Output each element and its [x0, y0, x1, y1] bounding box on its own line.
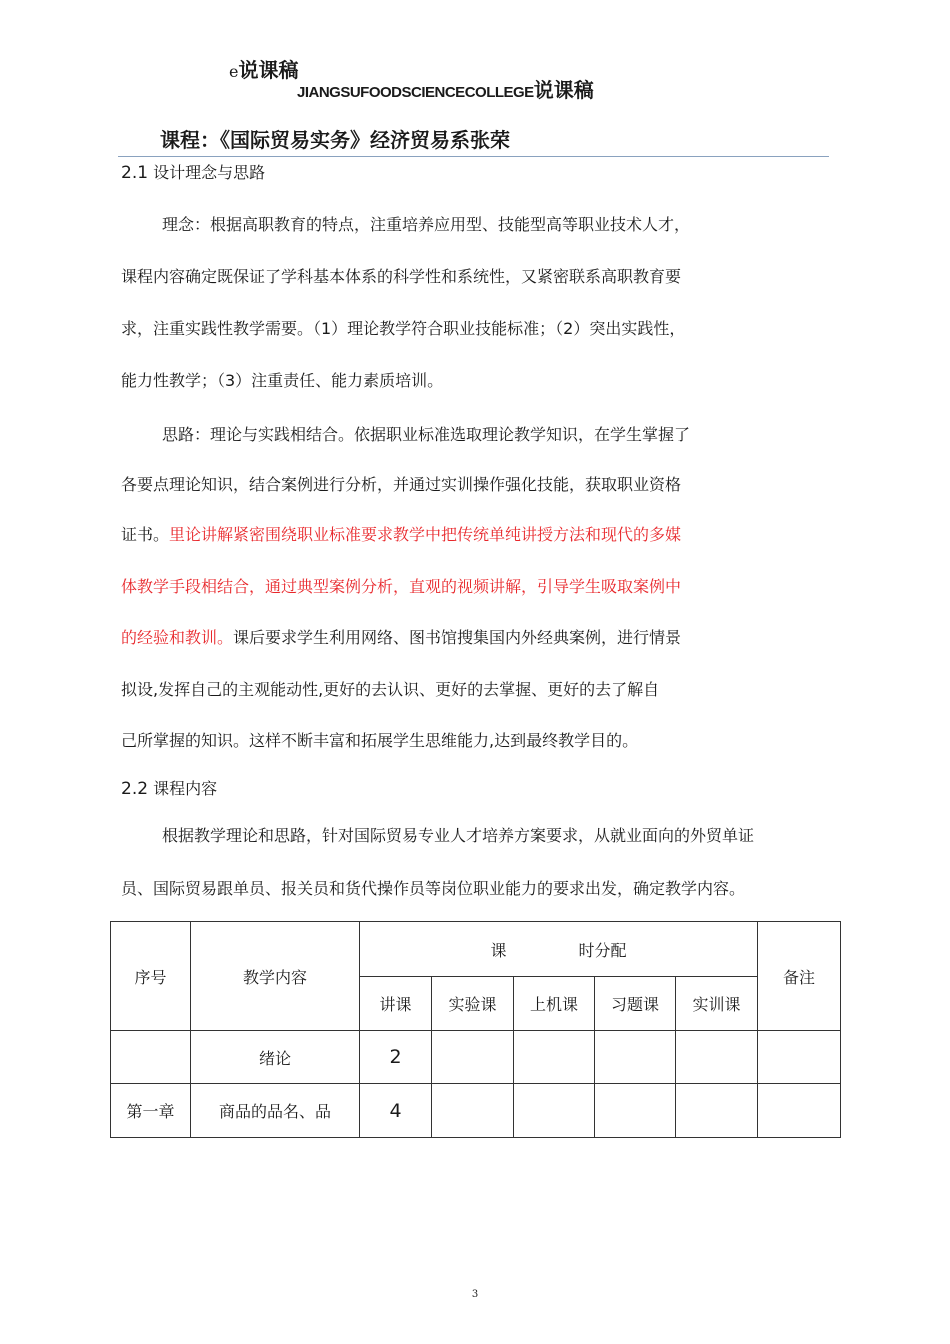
paragraph-line: 根据教学理论和思路，针对国际贸易专业人才培养方案要求，从就业面向的外贸单证 — [162, 826, 755, 845]
cell-seq: 第一章 — [111, 1084, 191, 1138]
cell-empty — [432, 1084, 514, 1138]
cell-empty — [676, 1031, 758, 1084]
section-number: 2.1 — [121, 163, 149, 183]
subheader-cell: 讲课 — [360, 977, 432, 1031]
subheader-cell: 实验课 — [432, 977, 514, 1031]
cell-lecture: 4 — [360, 1084, 432, 1138]
paragraph-line: 能力性教学；（3）注重责任、能力素质培训。 — [121, 371, 444, 390]
header-cell-note: 备注 — [758, 922, 841, 1031]
header-title-2: 说课稿 — [533, 78, 594, 102]
table-header-row — [111, 922, 841, 977]
header-line-1 — [229, 54, 298, 83]
cell-empty — [676, 1084, 758, 1138]
paragraph-line: 员、国际贸易跟单员、报关员和货代操作员等岗位职业能力的要求出发，确定教学内容。 — [121, 879, 746, 898]
cell-content: 绪论 — [191, 1031, 360, 1084]
text-run: 课后要求学生利用网络、图书馆搜集国内外经典案例，进行情景 — [233, 628, 682, 647]
table-row — [111, 1084, 841, 1138]
cell-empty — [758, 1031, 841, 1084]
table-row — [111, 1031, 841, 1084]
cell-empty — [595, 1084, 676, 1138]
text-run: 证书。 — [121, 525, 170, 544]
header-cell-content: 教学内容 — [191, 922, 360, 1031]
highlighted-text: 的经验和教训。 — [121, 628, 234, 647]
paragraph-line: 各要点理论知识，结合案例进行分析，并通过实训操作强化技能，获取职业资格 — [121, 475, 682, 494]
subheader-cell: 上机课 — [514, 977, 595, 1031]
paragraph-line — [121, 522, 681, 545]
cell-empty — [514, 1031, 595, 1084]
highlighted-text: 里论讲解紧密围绕职业标准要求教学中把传统单纯讲授方法和现代的多媒 — [169, 525, 682, 544]
header-title: 说课稿 — [238, 58, 299, 82]
cell-lecture: 2 — [360, 1031, 432, 1084]
paragraph-line: 课程内容确定既保证了学科基本体系的科学性和系统性，又紧密联系高职教育要 — [121, 267, 682, 286]
cell-seq — [111, 1031, 191, 1084]
paragraph-line: 己所掌握的知识。这样不断丰富和拓展学生思维能力,达到最终教学目的。 — [121, 731, 639, 750]
paragraph-line: 理念：根据高职教育的特点，注重培养应用型、技能型高等职业技术人才， — [162, 215, 691, 234]
college-name: JIANGSUFOODSCIENCECOLLEGE — [297, 84, 534, 101]
cell-empty — [758, 1084, 841, 1138]
header-prefix: e — [229, 62, 239, 81]
highlighted-line: 体教学手段相结合，通过典型案例分析，直观的视频讲解，引导学生吸取案例中 — [121, 577, 682, 596]
header-line-2 — [297, 74, 594, 103]
paragraph-line — [121, 625, 681, 648]
section-title: 课程内容 — [153, 779, 218, 798]
header-hours-part-a: 课 — [490, 940, 507, 960]
header-rule — [118, 156, 829, 157]
cell-empty — [432, 1031, 514, 1084]
cell-content: 商品的品名、品 — [191, 1084, 360, 1138]
section-number: 2.2 — [121, 779, 149, 799]
header-hours-part-b: 时分配 — [578, 940, 627, 960]
header-cell-hours — [360, 922, 758, 977]
cell-empty — [514, 1084, 595, 1138]
paragraph-line: 拟设,发挥自己的主观能动性,更好的去认识、更好的去掌握、更好的去了解自 — [121, 680, 660, 699]
section-title: 设计理念与思路 — [153, 163, 266, 182]
subheader-cell: 习题课 — [595, 977, 676, 1031]
cell-empty — [595, 1031, 676, 1084]
header-cell-seq: 序号 — [111, 922, 191, 1031]
paragraph-line: 思路：理论与实践相结合。依据职业标准选取理论教学知识，在学生掌握了 — [162, 425, 691, 444]
section-2-2-heading — [121, 776, 217, 799]
page-number: 3 — [471, 1289, 479, 1300]
paragraph-line: 求，注重实践性教学需要。（1）理论教学符合职业技能标准；（2）突出实践性， — [121, 319, 686, 338]
course-title: 课程：《国际贸易实务》经济贸易系张荣 — [160, 128, 510, 152]
section-2-1-heading — [121, 160, 265, 183]
subheader-cell: 实训课 — [676, 977, 758, 1031]
hour-allocation-table — [110, 921, 841, 1138]
